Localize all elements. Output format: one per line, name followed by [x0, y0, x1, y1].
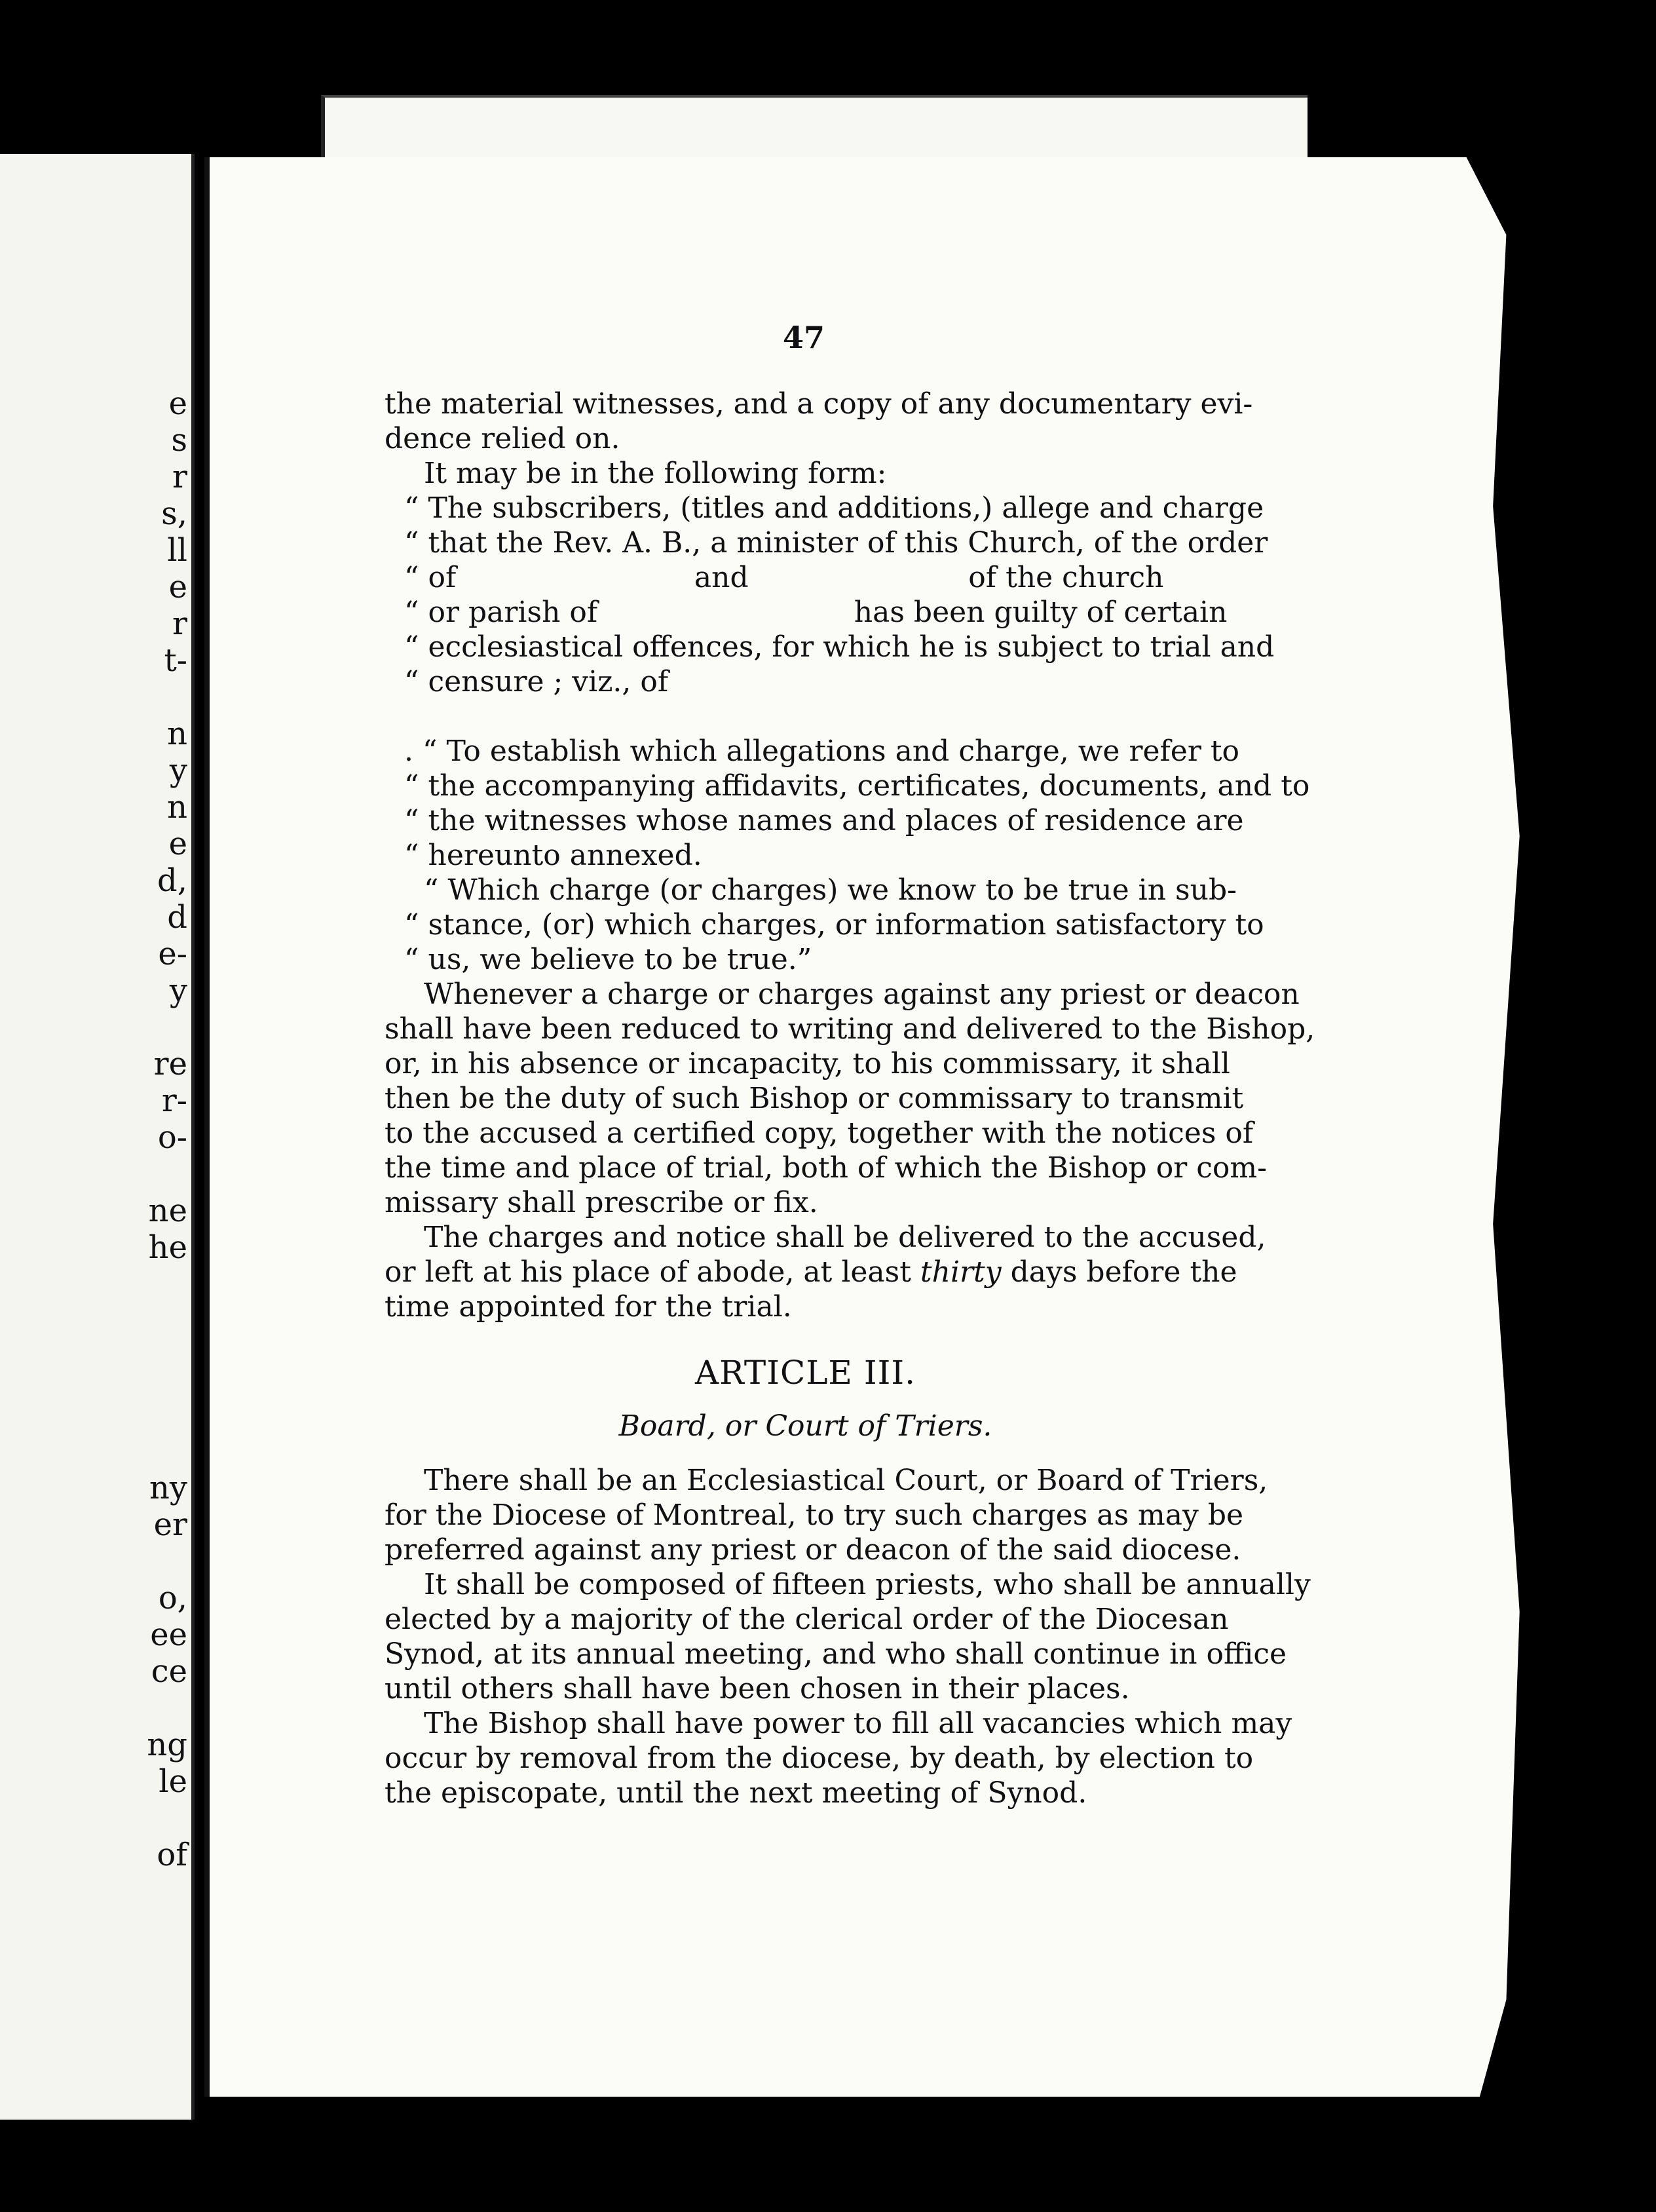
- text-fragment: ny: [149, 1470, 187, 1506]
- text-line: “ censure ; viz., of: [404, 665, 669, 698]
- text-fragment: d,: [157, 862, 187, 899]
- text-line: until others shall have been chosen in their places.: [385, 1672, 1130, 1706]
- article-subheading: Board, or Court of Triers.: [618, 1409, 992, 1443]
- page-body: [385, 387, 1315, 1810]
- text-fragment: ce: [151, 1653, 187, 1690]
- text-line: The Bishop shall have power to fill all vacancies which may: [424, 1707, 1292, 1740]
- text-line: “ ecclesiastical offences, for which he is subject to trial and: [404, 630, 1275, 664]
- text-line: preferred against any priest or deacon of the said diocese.: [385, 1533, 1241, 1567]
- text-line: shall have been reduced to writing and delivered to the Bishop,: [385, 1012, 1315, 1046]
- text-fragment: o,: [158, 1580, 187, 1616]
- text-line: dence relied on.: [385, 422, 620, 455]
- text-fragment: [128, 1010, 187, 1047]
- text-line: “ stance, (or) which charges, or information satisfactory to: [404, 908, 1264, 942]
- text-fragment: n: [167, 715, 187, 752]
- text-line: “ the accompanying affidavits, certificates, documents, and to: [404, 769, 1310, 803]
- text-fragment: [128, 1157, 187, 1194]
- text-fragment: r-: [161, 1082, 187, 1119]
- text-line: the time and place of trial, both of which the Bishop or com-: [385, 1151, 1267, 1185]
- text-fragment: e: [168, 569, 187, 605]
- text-fragment: e: [168, 385, 187, 422]
- text-fragment: o-: [157, 1119, 187, 1156]
- text-line: to the accused a certified copy, together with the notices of: [385, 1116, 1254, 1150]
- text-line: Synod, at its annual meeting, and who shall continue in office: [385, 1637, 1287, 1671]
- text-fragment: le: [159, 1763, 187, 1800]
- text-line: “ that the Rev. A. B., a minister of this Church, of the order: [404, 526, 1268, 560]
- text-fragment: [128, 1691, 187, 1728]
- text-fragment: ee: [150, 1616, 187, 1653]
- text-fragment: [128, 1544, 187, 1581]
- facing-page-left: [0, 154, 195, 2120]
- left-page-text-fragments: [128, 387, 187, 1267]
- text-fragment: ne: [148, 1192, 187, 1229]
- text-line: missary shall prescribe or fix.: [385, 1186, 818, 1219]
- text-line: then be the duty of such Bishop or commissary to transmit: [385, 1082, 1244, 1115]
- text-line: “ Which charge (or charges) we know to be true in sub-: [424, 873, 1237, 907]
- text-fragment: of: [157, 1837, 187, 1873]
- text-fragment: s: [171, 422, 187, 459]
- text-fragment: er: [153, 1506, 187, 1543]
- text-fragment: [128, 1801, 187, 1838]
- text-fragment: t-: [164, 642, 187, 679]
- text-line: It shall be composed of fifteen priests, who shall be annually: [424, 1568, 1311, 1601]
- text-fragment: ll: [167, 532, 187, 569]
- text-line: “ The subscribers, (titles and additions,) allege and charge: [404, 491, 1264, 525]
- text-fragment: [128, 680, 187, 717]
- article-lines: [385, 1463, 1311, 1810]
- text-fragment: re: [153, 1046, 187, 1082]
- text-line: occur by removal from the diocese, by death, by election to: [385, 1742, 1254, 1775]
- text-line: It may be in the following form:: [424, 457, 887, 490]
- text-line: The charges and notice shall be delivered to the accused,: [424, 1221, 1266, 1254]
- page-number: 47: [783, 320, 825, 355]
- text-fragment: e: [168, 826, 187, 862]
- article-heading: ARTICLE III.: [695, 1354, 916, 1392]
- text-line: There shall be an Ecclesiastical Court, or Board of Triers,: [424, 1464, 1268, 1497]
- text-line: time appointed for the trial.: [385, 1290, 792, 1324]
- text-fragment: n: [167, 789, 187, 826]
- text-fragment: ng: [147, 1726, 187, 1763]
- text-fragment: d: [167, 899, 187, 936]
- text-line: “ us, we believe to be true.”: [404, 943, 812, 976]
- body-lines: [385, 387, 1315, 1324]
- text-fragment: he: [148, 1229, 187, 1266]
- text-line: the material witnesses, and a copy of any documentary evi-: [385, 387, 1253, 421]
- text-line: Whenever a charge or charges against any priest or deacon: [424, 978, 1300, 1011]
- text-fragment: r: [172, 605, 187, 642]
- left-page-lower-fragments: [128, 1471, 187, 1875]
- text-line: “ hereunto annexed.: [404, 839, 702, 872]
- text-fragment: y: [169, 752, 187, 789]
- text-fragment: y: [169, 972, 187, 1009]
- text-line: “ of and of the church: [404, 561, 1164, 594]
- text-fragment: e-: [158, 936, 187, 972]
- text-fragment: r: [172, 459, 187, 495]
- text-line: . “ To establish which allegations and charge, we refer to: [404, 734, 1240, 768]
- text-line: elected by a majority of the clerical order of the Diocesan: [385, 1603, 1229, 1636]
- text-line: “ or parish of has been guilty of certain: [404, 596, 1228, 629]
- text-line: “ the witnesses whose names and places of residence are: [404, 804, 1244, 837]
- text-fragment: s,: [161, 495, 187, 532]
- text-line: or, in his absence or incapacity, to his commissary, it shall: [385, 1047, 1230, 1080]
- text-line: the episcopate, until the next meeting of Synod.: [385, 1776, 1087, 1810]
- text-line: for the Diocese of Montreal, to try such charges as may be: [385, 1498, 1244, 1532]
- text-line: or left at his place of abode, at least thirty days before the: [385, 1255, 1237, 1289]
- text-line: [385, 699, 1226, 734]
